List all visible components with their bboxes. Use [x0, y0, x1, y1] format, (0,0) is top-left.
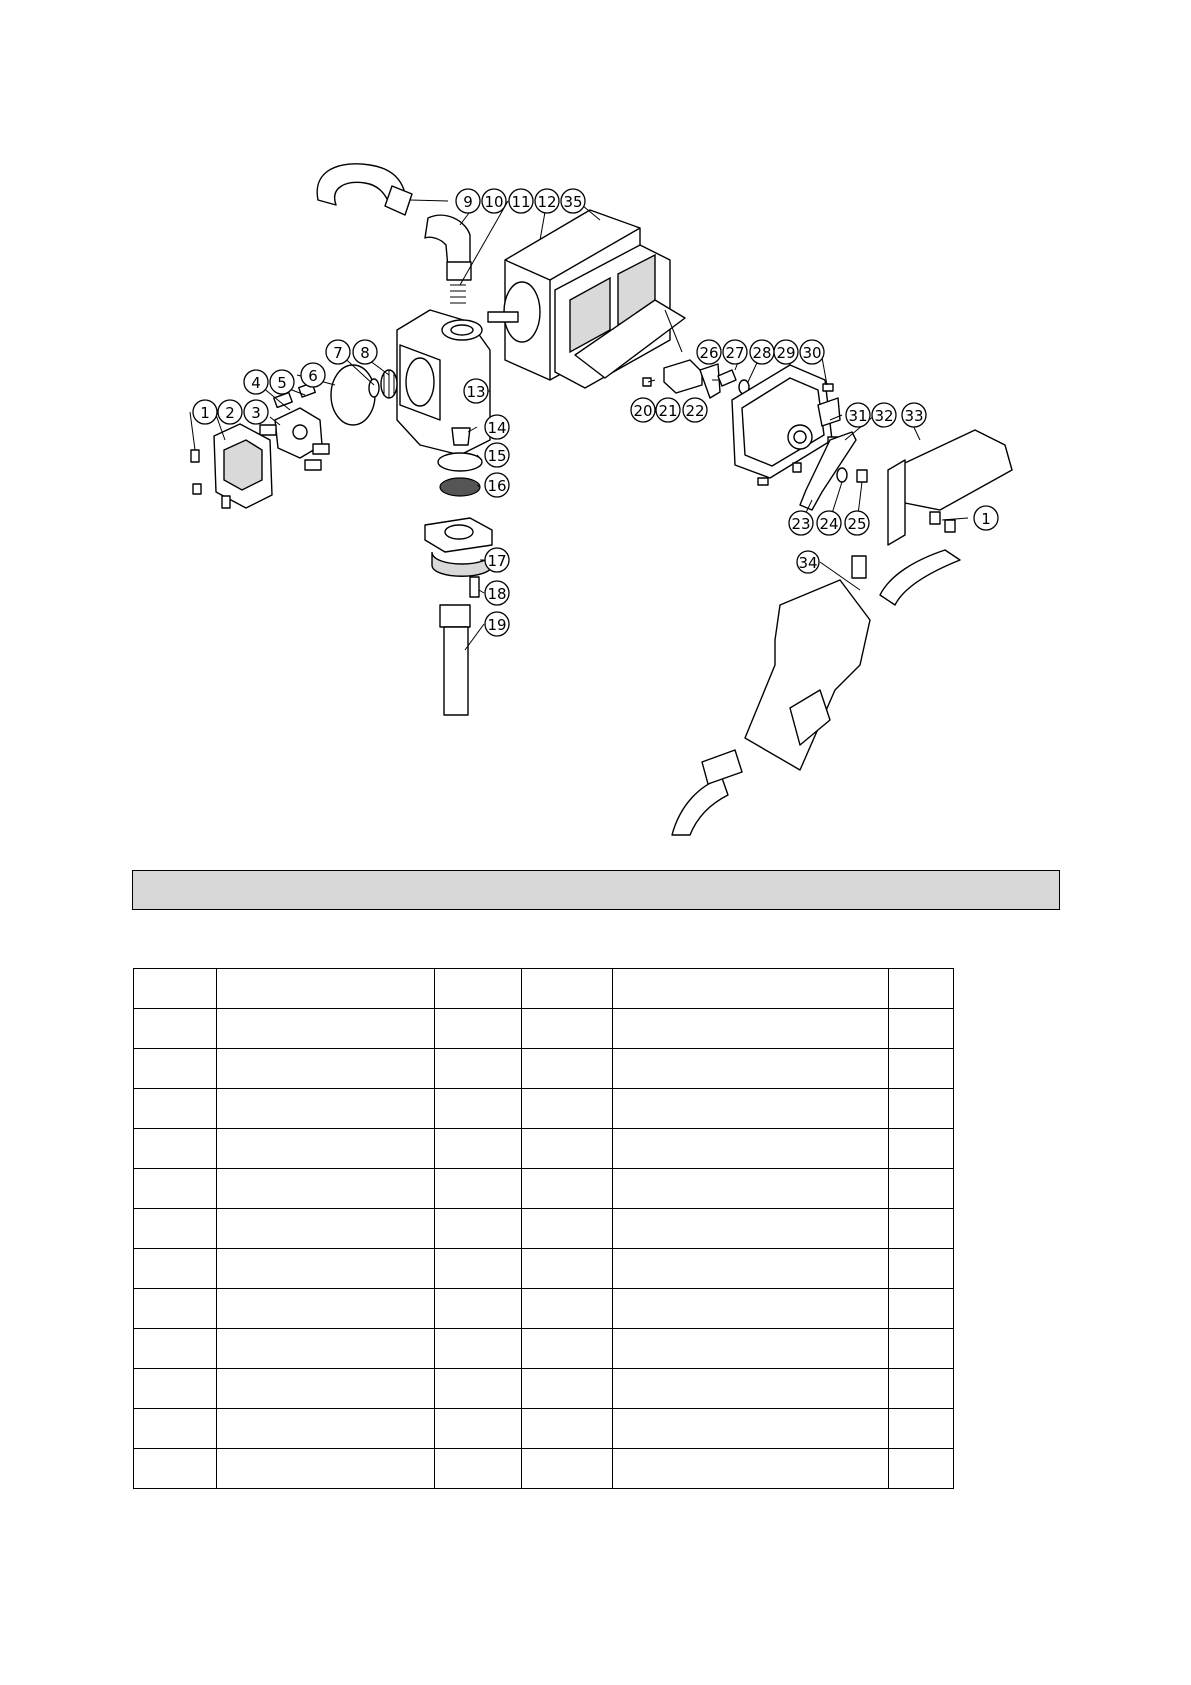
- filter-o-ring: [438, 453, 482, 471]
- table-cell: [435, 1409, 522, 1449]
- filter-screen: [440, 478, 480, 496]
- callout-c3: [244, 400, 268, 424]
- fuel-nozzle: [745, 550, 960, 770]
- callout-number: 6: [308, 367, 318, 385]
- table-cell: [613, 1209, 889, 1249]
- callout-number: 26: [699, 344, 719, 362]
- table-cell: [889, 1049, 954, 1089]
- callout-number: 22: [685, 402, 705, 420]
- table-cell: [522, 969, 613, 1009]
- suction-pipe: [440, 605, 470, 715]
- callout-number: 23: [791, 515, 811, 533]
- table-cell: [613, 1289, 889, 1329]
- table-cell: [435, 1089, 522, 1129]
- callout-number: 12: [537, 193, 557, 211]
- callout-c28: [750, 340, 774, 364]
- table-cell: [522, 1009, 613, 1049]
- callout-c13: [464, 379, 488, 403]
- callout-c15: [485, 443, 509, 467]
- callout-c6: [301, 363, 325, 387]
- callout-number: 19: [487, 616, 507, 634]
- holder-bolt: [930, 512, 940, 524]
- table-cell: [134, 969, 217, 1009]
- callout-number: 14: [487, 419, 507, 437]
- holder-bolt-2: [945, 520, 955, 532]
- table-cell: [889, 1169, 954, 1209]
- callout-number: 29: [776, 344, 796, 362]
- table-cell: [613, 1329, 889, 1369]
- table-row: [134, 1289, 954, 1329]
- table-cell: [435, 1049, 522, 1089]
- table-cell: [134, 1369, 217, 1409]
- callout-c34: [797, 551, 819, 573]
- table-row: [134, 1129, 954, 1169]
- table-cell: [435, 969, 522, 1009]
- table-cell: [435, 1369, 522, 1409]
- table-cell: [435, 1129, 522, 1169]
- table-cell: [435, 1009, 522, 1049]
- o-ring: [331, 365, 375, 425]
- callout-number: 8: [360, 344, 370, 362]
- callout-number: 2: [225, 404, 235, 422]
- callout-c19: [485, 612, 509, 636]
- table-cell: [134, 1129, 217, 1169]
- table-cell: [613, 1249, 889, 1289]
- table-cell: [217, 1009, 435, 1049]
- callout-number: 25: [847, 515, 867, 533]
- table-row: [134, 1209, 954, 1249]
- table-cell: [217, 1289, 435, 1329]
- callout-number: 21: [658, 402, 678, 420]
- callout-c21: [656, 398, 680, 422]
- callout-number: 1: [981, 510, 991, 528]
- callout-c1a: [193, 400, 217, 424]
- callout-c29: [774, 340, 798, 364]
- callout-c24: [817, 511, 841, 535]
- callout-c8: [353, 340, 377, 364]
- table-row: [134, 1049, 954, 1089]
- callout-number: 7: [333, 344, 343, 362]
- callout-c14: [485, 415, 509, 439]
- table-cell: [134, 1209, 217, 1249]
- table-row: [134, 1169, 954, 1209]
- table-cell: [889, 1369, 954, 1409]
- table-cell: [435, 1449, 522, 1489]
- callout-number: 32: [874, 407, 894, 425]
- callout-c31: [846, 403, 870, 427]
- table-cell: [613, 1049, 889, 1089]
- callout-c4: [244, 370, 268, 394]
- table-cell: [613, 1449, 889, 1489]
- callout-number: 27: [725, 344, 745, 362]
- elbow-collar: [447, 262, 471, 280]
- callout-c2: [218, 400, 242, 424]
- table-cell: [522, 1289, 613, 1329]
- table-row: [134, 1089, 954, 1129]
- callout-c9: [456, 189, 480, 213]
- table-cell: [889, 1249, 954, 1289]
- callout-c20: [631, 398, 655, 422]
- elbow-fitting: [425, 215, 470, 268]
- table-cell: [522, 1049, 613, 1089]
- callout-c11: [509, 189, 533, 213]
- table-cell: [613, 1089, 889, 1129]
- section-header-bar: [132, 870, 1060, 910]
- callout-number: 20: [633, 402, 653, 420]
- mechanical-seal: [381, 370, 397, 398]
- nozzle-hook: [852, 556, 866, 578]
- callout-c7: [326, 340, 350, 364]
- table-cell: [134, 1329, 217, 1369]
- table-cell: [217, 1089, 435, 1129]
- table-cell: [522, 1329, 613, 1369]
- fitting-18: [470, 577, 479, 597]
- table-cell: [217, 1209, 435, 1249]
- callout-number: 30: [802, 344, 822, 362]
- table-cell: [889, 1409, 954, 1449]
- table-cell: [217, 1409, 435, 1449]
- table-cell: [613, 1009, 889, 1049]
- table-cell: [134, 1249, 217, 1289]
- table-cell: [134, 1449, 217, 1489]
- callout-c30: [800, 340, 824, 364]
- callout-number: 31: [848, 407, 868, 425]
- callout-c17: [485, 548, 509, 572]
- callout-number: 17: [487, 552, 507, 570]
- outlet-hose: [672, 778, 728, 835]
- callout-c1b: [974, 506, 998, 530]
- table-cell: [522, 1409, 613, 1449]
- callout-number: 28: [752, 344, 772, 362]
- callout-number: 24: [819, 515, 839, 533]
- table-cell: [217, 1449, 435, 1489]
- table-cell: [522, 1209, 613, 1249]
- table-cell: [522, 1249, 613, 1289]
- callout-c26: [697, 340, 721, 364]
- callout-number: 33: [904, 407, 924, 425]
- table-cell: [522, 1089, 613, 1129]
- table-cell: [217, 1249, 435, 1289]
- table-cell: [889, 1329, 954, 1369]
- table-cell: [889, 969, 954, 1009]
- table-header-row: [134, 969, 954, 1009]
- table-cell: [889, 1449, 954, 1489]
- table-cell: [613, 1369, 889, 1409]
- table-cell: [889, 1089, 954, 1129]
- callout-c5: [270, 370, 294, 394]
- table-cell: [217, 969, 435, 1009]
- callout-number: 11: [511, 193, 531, 211]
- callout-number: 13: [466, 383, 486, 401]
- table-cell: [217, 1329, 435, 1369]
- table-cell: [134, 1049, 217, 1089]
- callout-number: 16: [487, 477, 507, 495]
- table-cell: [217, 1369, 435, 1409]
- table-cell: [613, 969, 889, 1009]
- table-cell: [134, 1169, 217, 1209]
- callout-number: 5: [277, 374, 287, 392]
- table-cell: [435, 1249, 522, 1289]
- callout-number: 34: [798, 554, 818, 572]
- callout-c23: [789, 511, 813, 535]
- table-cell: [217, 1049, 435, 1089]
- switch-assembly: [643, 360, 749, 398]
- table-cell: [613, 1169, 889, 1209]
- callout-c18: [485, 581, 509, 605]
- callout-number: 3: [251, 404, 261, 422]
- callout-c22: [683, 398, 707, 422]
- callout-number: 15: [487, 447, 507, 465]
- callout-c12: [535, 189, 559, 213]
- table-cell: [435, 1169, 522, 1209]
- callout-c25: [845, 511, 869, 535]
- valve: [452, 428, 470, 445]
- callout-c33: [902, 403, 926, 427]
- callout-c32: [872, 403, 896, 427]
- parts-list-table: [133, 968, 954, 1489]
- callout-c27: [723, 340, 747, 364]
- table-cell: [613, 1129, 889, 1169]
- table-cell: [889, 1289, 954, 1329]
- table-cell: [889, 1209, 954, 1249]
- table-row: [134, 1369, 954, 1409]
- table-row: [134, 1249, 954, 1289]
- callout-number: 9: [463, 193, 473, 211]
- table-cell: [134, 1089, 217, 1129]
- table-cell: [134, 1009, 217, 1049]
- callout-c35: [561, 189, 585, 213]
- table-cell: [889, 1009, 954, 1049]
- nut: [857, 470, 867, 482]
- table-cell: [134, 1409, 217, 1449]
- callout-number: 1: [200, 404, 210, 422]
- callout-number: 10: [484, 193, 504, 211]
- table-cell: [134, 1289, 217, 1329]
- table-row: [134, 1329, 954, 1369]
- table-cell: [435, 1289, 522, 1329]
- table-cell: [217, 1129, 435, 1169]
- table-cell: [613, 1409, 889, 1449]
- callout-c16: [485, 473, 509, 497]
- table-cell: [217, 1169, 435, 1209]
- table-row: [134, 1409, 954, 1449]
- inlet-flange: [425, 518, 492, 576]
- table-row: [134, 1449, 954, 1489]
- spring: [450, 285, 466, 303]
- table-row: [134, 1009, 954, 1049]
- callout-number: 4: [251, 374, 261, 392]
- table-cell: [889, 1129, 954, 1169]
- table-cell: [522, 1369, 613, 1409]
- table-cell: [435, 1209, 522, 1249]
- table-cell: [522, 1129, 613, 1169]
- table-cell: [435, 1329, 522, 1369]
- callout-number: 18: [487, 585, 507, 603]
- callout-c10: [482, 189, 506, 213]
- washer: [837, 468, 847, 482]
- callout-number: 35: [563, 193, 583, 211]
- outlet-clamp: [702, 750, 742, 784]
- table-cell: [522, 1169, 613, 1209]
- motor-housing: [488, 210, 670, 388]
- table-cell: [522, 1449, 613, 1489]
